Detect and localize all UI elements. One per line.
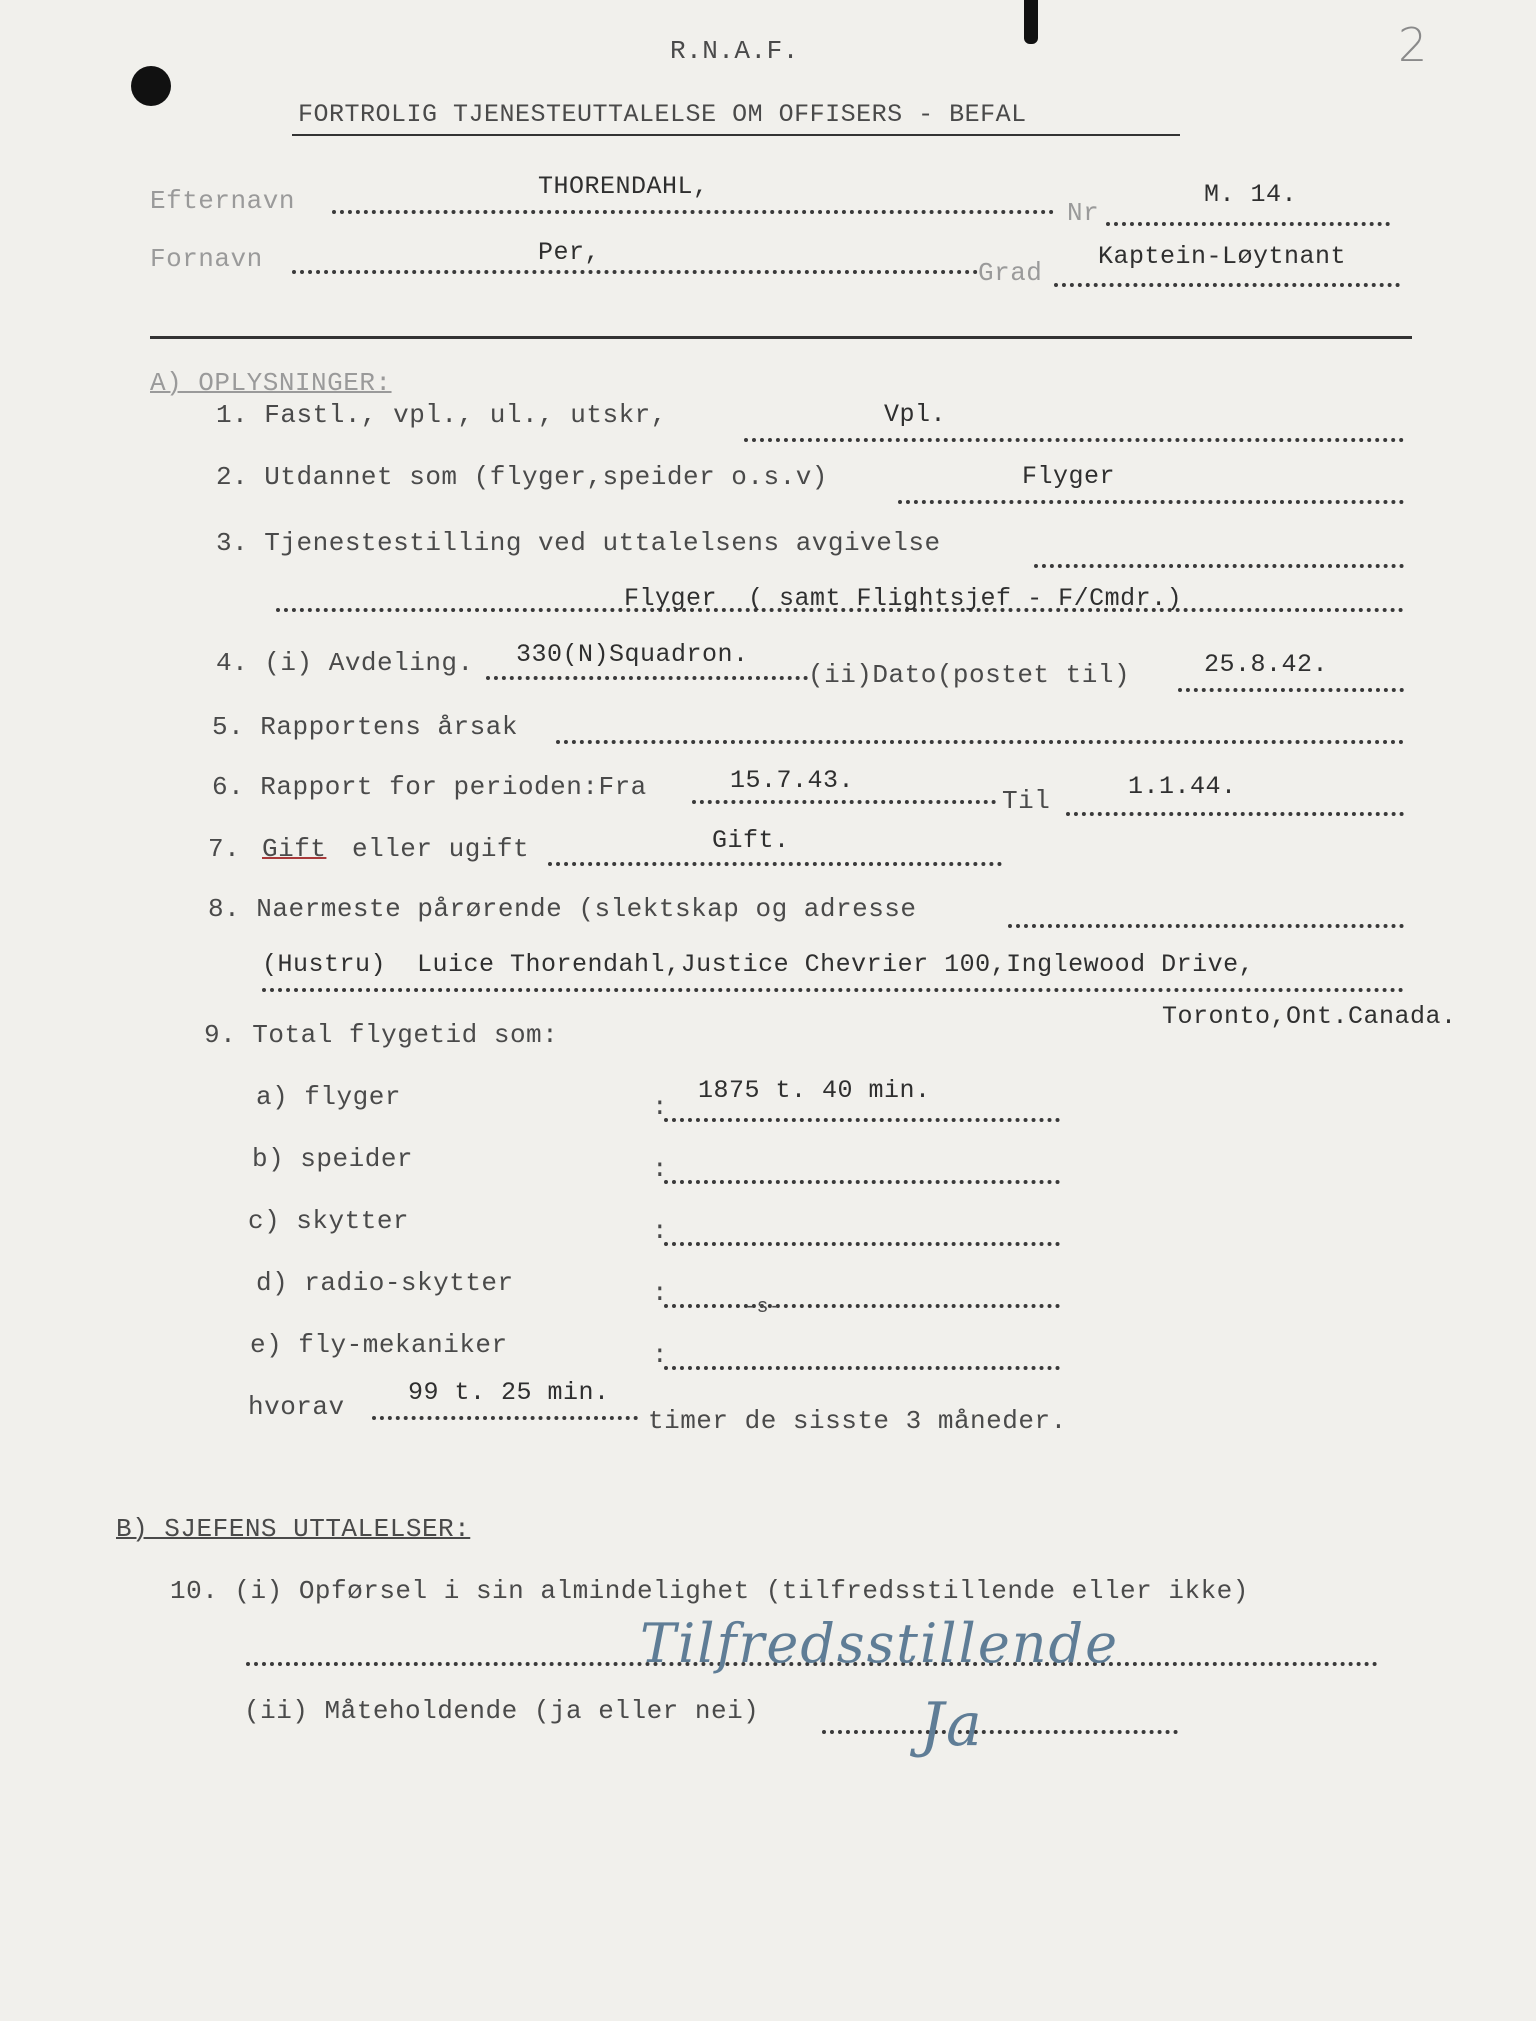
flight-row-value: 1875 t. 40 min.: [698, 1076, 931, 1105]
flight-row-label: b) speider: [252, 1144, 414, 1174]
surname-value: THORENDAHL,: [538, 172, 709, 201]
identity-divider: [150, 336, 1412, 339]
flight-row-label: e) fly-mekaniker: [250, 1330, 508, 1360]
hvorav-label: hvorav: [248, 1392, 345, 1422]
dash-mark: -s-: [744, 1296, 782, 1319]
item1-value: Vpl.: [884, 400, 947, 429]
item1-dots: [744, 438, 1404, 442]
page-number: 2: [1398, 18, 1428, 72]
hvorav-suffix: timer de sisste 3 måneder.: [648, 1406, 1067, 1436]
item2-label: 2. Utdannet som (flyger,speider o.s.v): [216, 462, 828, 492]
firstname-label: Fornavn: [150, 244, 263, 274]
item3-label: 3. Tjenestestilling ved uttalelsens avgivelse: [216, 528, 941, 558]
grade-value: Kaptein-Løytnant: [1098, 242, 1347, 271]
flight-row-dots: [664, 1180, 1060, 1184]
grade-label: Grad: [978, 258, 1043, 288]
flight-row-dots: [664, 1304, 1060, 1308]
item6-to-value: 1.1.44.: [1128, 772, 1237, 801]
item7-gift-underlined: Gift: [262, 834, 327, 864]
flight-row-label: a) flyger: [256, 1082, 401, 1112]
item1-label: 1. Fastl., vpl., ul., utskr,: [216, 400, 667, 430]
punch-hole: [131, 66, 171, 106]
flight-row-colon: :: [652, 1340, 669, 1370]
item2-value: Flyger: [1022, 462, 1116, 491]
item6-label: 6. Rapport for perioden:Fra: [212, 772, 647, 802]
flight-row-dots: [664, 1242, 1060, 1246]
section-b-title: B) SJEFENS UTTALELSER:: [116, 1514, 471, 1544]
item4-dots-i: [486, 676, 808, 680]
item4-label-ii: (ii)Dato(postet til): [808, 660, 1131, 690]
flight-row-colon: :: [652, 1216, 669, 1246]
item3-dots: [1034, 564, 1404, 568]
grade-dots: [1054, 283, 1400, 287]
item6-from-value: 15.7.43.: [730, 766, 855, 795]
item8-value-2: Toronto,Ont.Canada.: [1162, 1002, 1457, 1031]
org-header: R.N.A.F.: [670, 36, 799, 66]
hvorav-value: 99 t. 25 min.: [408, 1378, 610, 1407]
nr-label: Nr: [1067, 198, 1100, 228]
item6-to-label: Til: [1002, 786, 1051, 816]
binder-mark: [1024, 0, 1038, 44]
item9-label: 9. Total flygetid som:: [204, 1020, 559, 1050]
item6-from-dots: [692, 800, 996, 804]
item5-dots: [556, 740, 1404, 744]
section-a-title: A) OPLYSNINGER:: [150, 368, 392, 398]
item8-dots: [1008, 924, 1404, 928]
item7-number: 7.: [208, 834, 241, 864]
item10ii-handwritten-value: Ja: [920, 1690, 984, 1760]
item10ii-label: (ii) Måteholdende (ja eller nei): [244, 1696, 760, 1726]
surname-label: Efternavn: [150, 186, 295, 216]
flight-row-label: d) radio-skytter: [256, 1268, 514, 1298]
nr-value: M. 14.: [1204, 180, 1298, 209]
flight-row-colon: :: [652, 1154, 669, 1184]
flight-row-dots: [664, 1366, 1060, 1370]
title-underline: [292, 134, 1180, 136]
item10-handwritten-value: Tilfredsstillende: [640, 1612, 1120, 1675]
item8-value: (Hustru) Luice Thorendahl,Justice Chevrier 100,Inglewood Drive,: [262, 950, 1255, 979]
flight-row-colon: :: [652, 1278, 669, 1308]
item6-to-dots: [1066, 812, 1404, 816]
surname-dots: [332, 210, 1054, 214]
item7-value: Gift.: [712, 826, 790, 855]
item7-dots: [548, 862, 1002, 866]
item4-label-i: 4. (i) Avdeling.: [216, 648, 474, 678]
hvorav-dots: [372, 1416, 638, 1420]
item4-dots-ii: [1178, 688, 1404, 692]
nr-dots: [1106, 222, 1390, 226]
firstname-dots: [292, 270, 978, 274]
firstname-value: Per,: [538, 238, 601, 267]
flight-row-colon: :: [652, 1092, 669, 1122]
item3-value: Flyger ( samt Flightsjef - F/Cmdr.): [624, 584, 1183, 613]
item2-dots: [898, 500, 1404, 504]
item10-label: 10. (i) Opførsel i sin almindelighet (tilfredsstillende eller ikke): [170, 1576, 1249, 1606]
item8-label: 8. Naermeste pårørende (slektskap og adresse: [208, 894, 917, 924]
form-title: FORTROLIG TJENESTEUTTALELSE OM OFFISERS - BEFAL: [298, 100, 1027, 129]
item10ii-dots: [822, 1730, 1178, 1734]
item4-value-i: 330(N)Squadron.: [516, 640, 749, 669]
item5-label: 5. Rapportens årsak: [212, 712, 518, 742]
item8-dots-2: [262, 988, 1404, 992]
item7-rest: eller ugift: [352, 834, 530, 864]
item4-value-ii: 25.8.42.: [1204, 650, 1329, 679]
flight-row-dots: [664, 1118, 1060, 1122]
flight-row-label: c) skytter: [248, 1206, 410, 1236]
